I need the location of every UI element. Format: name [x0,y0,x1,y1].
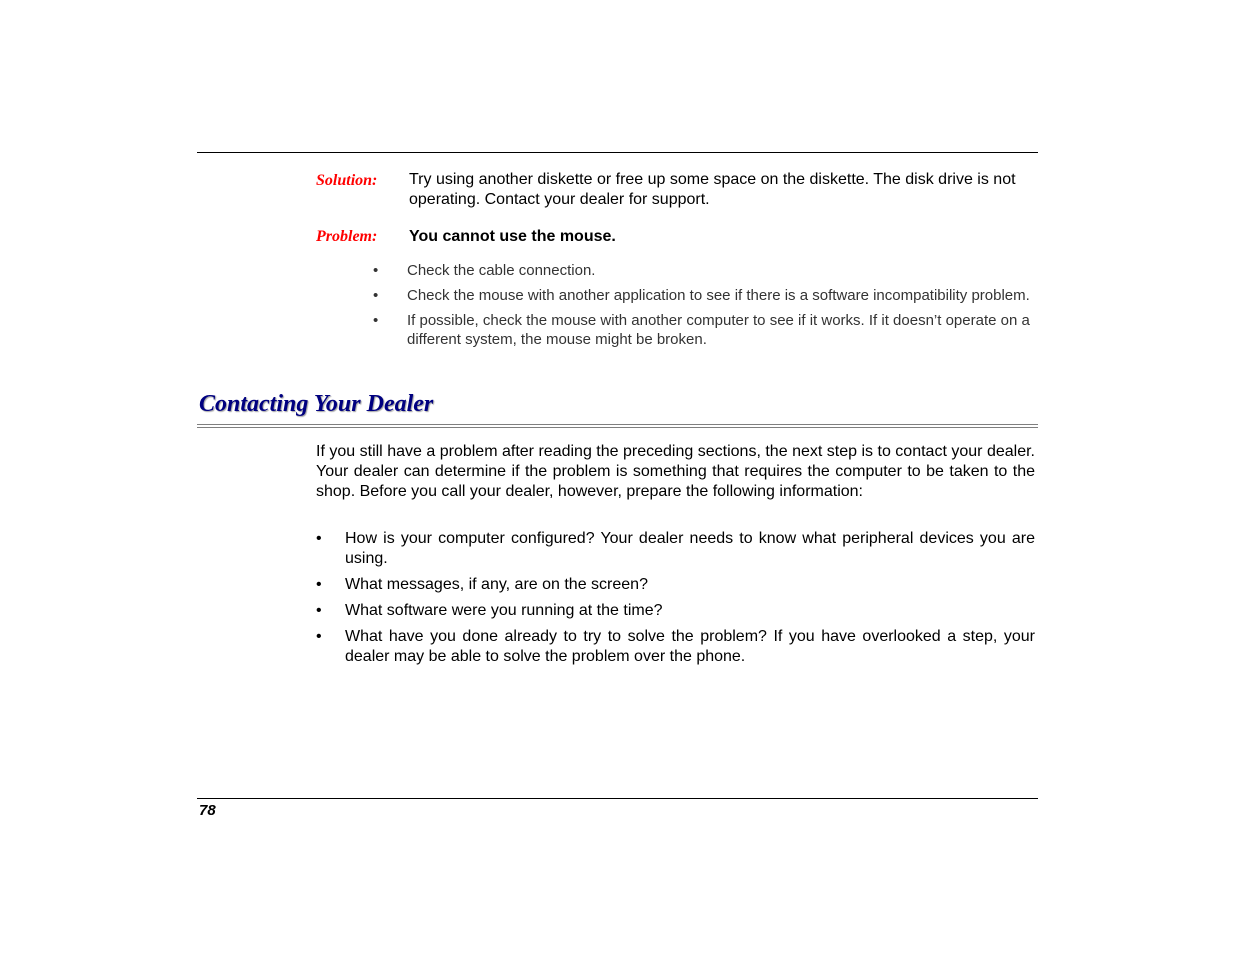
bullet-icon: • [316,628,322,645]
list-item-text: If possible, check the mouse with another computer to see if it works. If it doesn’t operate on a different system, the mouse might be broken. [407,312,1030,348]
solution-text: Try using another diskette or free up some space on the diskette. The disk drive is not operating. Contact your dealer for support. [409,171,1016,208]
problem-text: You cannot use the mouse. [409,228,616,245]
bullet-icon: • [373,312,379,329]
list-item-text: What software were you running at the time? [345,602,663,619]
bullet-icon: • [316,530,322,547]
top-divider [197,152,1038,153]
bullet-icon: • [373,262,379,279]
dealer-info-list [316,529,1035,673]
mouse-checklist [373,261,1038,355]
list-item [373,286,1038,305]
bottom-divider [197,798,1038,799]
list-item [316,601,1035,621]
bullet-icon: • [316,602,322,619]
heading-divider [197,424,1038,428]
list-item-text: How is your computer configured? Your dealer needs to know what peripheral devices you are using. [345,530,1035,567]
list-item-text: Check the cable connection. [407,262,596,279]
problem-label: Problem: [316,228,378,245]
list-item [373,261,1038,280]
list-item-text: What messages, if any, are on the screen? [345,576,648,593]
solution-label: Solution: [316,172,378,189]
list-item [316,575,1035,595]
list-item [373,311,1038,349]
list-item [316,529,1035,569]
list-item-text: Check the mouse with another application to see if there is a software incompatibility problem. [407,287,1030,304]
bullet-icon: • [373,287,379,304]
bullet-icon: • [316,576,322,593]
intro-paragraph: If you still have a problem after reading the preceding sections, the next step is to contact your dealer. Your dealer can determine if the problem is something that requires the computer to be taken to the shop. Before you call your dealer, however, prepare the following information: [316,443,1035,500]
list-item-text: What have you done already to try to solve the problem? If you have overlooked a step, your dealer may be able to solve the problem over the phone. [345,628,1035,665]
page-number: 78 [199,802,216,819]
list-item [316,627,1035,667]
section-heading: Contacting Your Dealer [199,391,434,417]
